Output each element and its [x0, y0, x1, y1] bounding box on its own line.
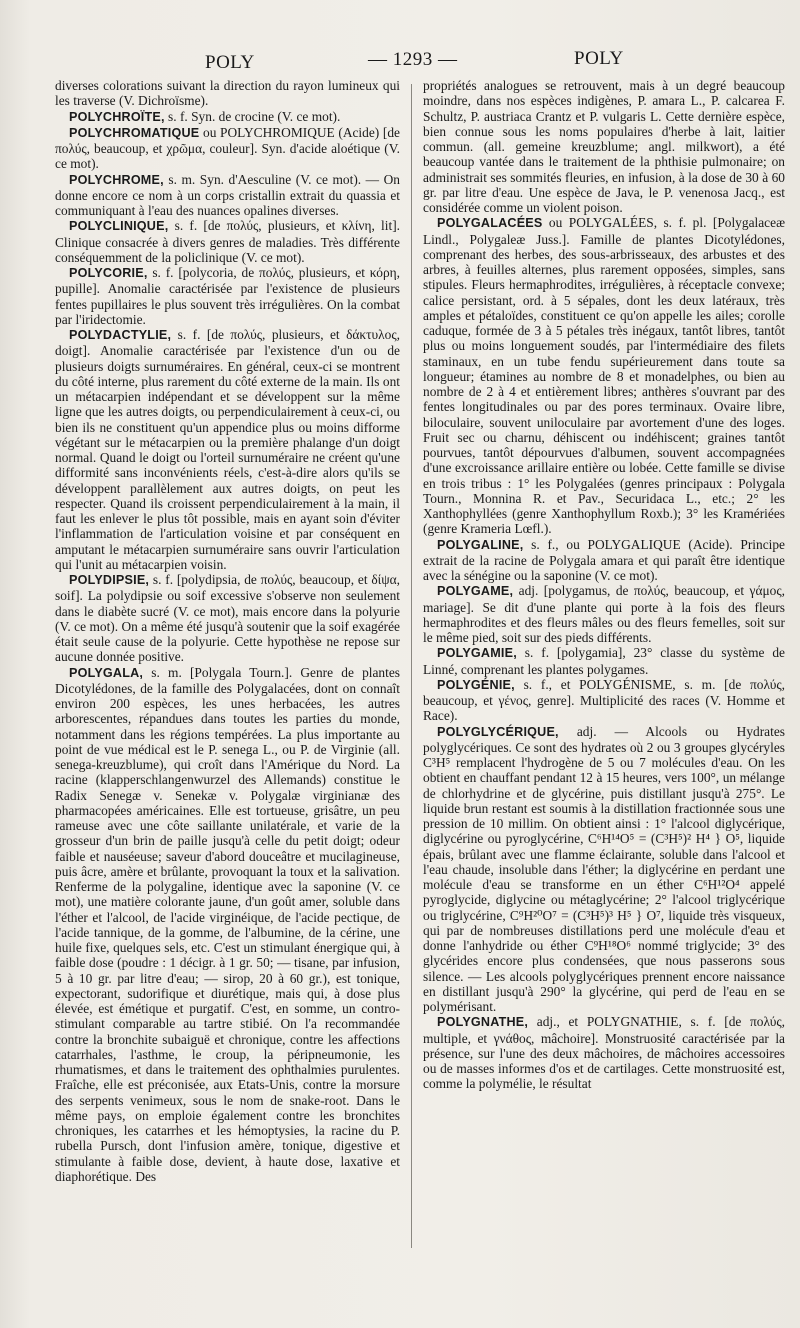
dictionary-entry [55, 572, 400, 665]
entry-text: adj. — Alcools ou Hydrates polyglycériques. Ce sont des hydrates où 2 ou 3 groupes glycéryles C³H⁵ remplacent l'hydrogène de 5 ou 7 molécules d'eau. On les obtient en chauffant pendant 12 à 15 heures, vers 100°, un mélange de chlorhydrine et de glycérine, puis distillant jusqu'à 275°. Le liquide brun restant est soumis à la distillation fractionnée sous une pression de 10 millim. On obtient ainsi : 1° l'alcool diglycérique, diglycérine ou pyroglycérine, C⁶H¹⁴O⁵ = (C³H⁵)² H⁴ } O⁵, liquide épais, brûlant avec une flamme éclairante, soluble dans l'alcool et l'eau chaude, insoluble dans l'éther; la diglycérine en perdant une molécule d'eau se transforme en un éther C⁶H¹²O⁴ appelé pyroglycide, diglycine ou métaglycérine; 2° l'alcool triglycérique ou triglycérine, C⁹H²⁰O⁷ = (C³H⁵)³ H⁵ } O⁷, liquide très visqueux, qui par de nombreuses distillations perd une molécule d'eau et donne l'anhydride ou éther C⁹H¹⁸O⁶ nommé triglycide; 3° des glycérides encore plus condensées, que nous passerons sous silence. — Les alcools polyglycériques prennent encore naissance en distillant jusqu'à 290° la glycérine, qui perd de l'eau en se polymérisant. [423, 723, 785, 1014]
entry-text: ou POLYCHROMIQUE (Acide) [de πολύς, beaucoup, et χρῶμα, couleur]. Syn. d'acide aloétique (V. ce mot). [55, 124, 400, 172]
running-head-right: POLY [574, 48, 624, 69]
entry-text: s. f. [de πολύς, plusieurs, et κλίνη, lit]. Clinique consacrée à divers genres de maladies. Très différente conséquemment de la policlinique (V. ce mot). [55, 218, 400, 265]
dictionary-entry [55, 78, 400, 109]
entry-text: adj., et POLYGNATHIE, s. f. [de πολύς, multiple, et γνάθος, mâchoire]. Monstruosité caractérisée par la présence, sur l'une des deux mâchoires, de mâchoires accessoires ou de masses informes d'os et de cartilages. Cette monstruosité est, comme la polymélie, le résultat [423, 1014, 785, 1092]
entry-text: ou POLYGALÉES, s. f. pl. [Polygalaceæ Lindl., Polygaleæ Juss.]. Famille de plantes Dicotylédones, comprenant des herbes, des sous-arbrisseaux, des arbustes et des arbres, à feuilles alternes, plus rarement opposées, simples, sans stipules. Fleurs hermaphrodites, irrégulières, à réceptacle convexe; calice persistant, ord. à 5 sépales, dont les deux latéraux, très amples et pétaloïdes, constituent ce qu'on appelle les ailes; corolle caduque, formée de 3 à 5 pétales très inégaux, tantôt libres, tantôt plus ou moins longuement soudés, par l'intermédiaire des filets staminaux, en un tube fendu supérieurement dans toute sa longueur; étamines au nombre de 8 et monadelphes, ou bien au nombre de 2 à 4 et entièrement libres; anthères s'ouvrant par des fentes longitudinales ou par des pores terminaux. Ovaire libre, biloculaire, souvent uniloculaire par avortement d'une des loges. Fruit sec ou charnu, déhiscent ou indéhiscent; graines tantôt pourvues, tantôt dépourvues d'albumen, souvent accompagnées d'une excroissance arillaire entière ou lobée. Cette famille se divise en trois tribus : 1° les Polygalées (genres principaux : Polygala Tourn., Monnina R. et Pav., Securidaca L., etc.; 2° les Xanthophyllées (genre Xanthophyllum Roxb.); 3° les Kramériées (genre Krameria Lœfl.). [423, 215, 785, 537]
dictionary-entry [423, 645, 785, 677]
entry-text: adj. [polygamus, de πολύς, beaucoup, et γάμος, mariage]. Se dit d'une plante qui porte à la fois des fleurs hermaphrodites et des fleurs mâles ou des fleurs femelles, soit sur le même pied, soit sur des pieds différents. [423, 583, 785, 645]
entry-text: s. m. [Polygala Tourn.]. Genre de plantes Dicotylédones, de la famille des Polygalacées, dont on connaît environ 200 espèces, les unes herbacées, les autres arborescentes, répandues dans toutes les parties du monde, notamment dans les régions tempérées. La plus importante au point de vue médical est le P. senega L., ou P. de Virginie (all. senega-kreuzblume), qui croît dans l'Amérique du Nord. La racine (klapperschlangenwurzel des Allemands) constitue le Radix Senegæ v. Senekæ v. Polygalæ virginianæ des pharmacopées américaines. Elle est tortueuse, grisâtre, un peu rameuse avec une côte saillante unilatérale, et varie de la grosseur d'un brin de paille jusqu'à celle du petit doigt; odeur faible et nauséeuse; saveur d'abord douceâtre et mucilagineuse, puis âcre, amère et brûlante, provoquant la toux et la salivation. Renferme de la polygaline, identique avec la saponine (V. ce mot), une matière colorante jaune, d'un goût amer, soluble dans l'éther et l'alcool, de l'acide virginéique, de l'acide pectique, de l'acide tannique, de la gomme, de l'albumine, de la cérine, une huile fixe, quelques sels, etc. C'est un stimulant énergique qui, à faible dose (poudre : 1 décigr. à 1 gr. 50; — tisane, par infusion, 5 à 10 gr. par litre d'eau; — sirop, 20 à 60 gr.), est tonique, expectorant, sudorifique et diurétique, mais qui, à dose plus élevée, est émétique et purgatif. C'est, en somme, un contro-stimulant comparable au tartre stibié. On l'a recommandée contre la bronchite subaiguë et chronique, contre les affections catarrhales, l'asthme, le croup, la péripneumonie, les rhumatismes, et dans le traitement des ophthalmies purulentes. Fraîche, elle est préconisée, aux Etats-Unis, contre la morsure des serpents venimeux, sous le nom de snake-root. Dans le même pays, on emploie également contre les bronchites chroniques, les catarrhes et les hémoptysies, la racine du P. rubella Pursch, dont l'infusion amère, tonique, digestive et stimulante à faible dose, devient, à haute dose, laxative et diaphorétique. Des [55, 664, 400, 1184]
left-column [55, 78, 400, 1184]
dictionary-entry [423, 1014, 785, 1091]
dictionary-entry [55, 125, 400, 172]
dictionary-entry [423, 215, 785, 536]
entry-headword: POLYGLYCÉRIQUE, [437, 724, 559, 739]
entry-headword: POLYCHROME, [69, 172, 164, 187]
entry-headword: POLYGALACÉES [437, 216, 543, 231]
entry-headword: POLYCORIE, [69, 266, 148, 280]
entry-text: diverses colorations suivant la direction du rayon lumineux qui les traverse (V. Dichroïsme). [55, 78, 400, 109]
dictionary-entry [55, 218, 400, 265]
entry-text: s. f. [de πολύς, plusieurs, et δάκτυλος, doigt]. Anomalie caractérisée par l'existence d'un ou de plusieurs doigts surnuméraires. En général, ceux-ci se montrent du côté interne, plus rarement du côté externe de la main. Ils ont un métacarpien indépendant et se développent sur la même ligne que les autres doigts, ou perpendiculairement à ceux-ci, ou bien ils ne constituent qu'un appendice plus ou moins difforme végétant sur le métacarpien ou la première phalange d'un doigt normal. Quand le doigt ou l'orteil surnuméraire ne créent qu'une difformité sans inconvénients réels, c'est-à-dire alors qu'ils se développent parallèlement aux autres doigts, on peut les respecter. Quand ils croissent perpendiculairement à la main, il faut les enlever le plus tôt possible, mais en ayant soin d'éviter l'inflammation de l'articulation voisine et par conséquent en amputant le métacarpien surnuméraire sans ouvrir l'articulation qui l'unit au métacarpien voisin. [55, 327, 400, 572]
entry-headword: POLYGÉNIE, [437, 677, 515, 692]
dictionary-entry [55, 665, 400, 1185]
entry-headword: POLYGNATHE, [437, 1015, 529, 1030]
entry-text: propriétés analogues se retrouvent, mais à un degré beaucoup moindre, dans nos espèces indigènes, P. amara L., P. calcarea F. Schultz, P. austriaca Crantz et P. vulgaris L. Cette dernière espèce, bien connue sous les noms populaires d'herbe à lait, laitier commun. (all. gemeine kreuzblume; angl. milkwort), a été beaucoup vantée dans le traitement de la phthisie pulmonaire; on administrait ses sommités fleuries, en infusion, à la dose de 30 à 60 gr. par litre d'eau. Une espèce de Java, le P. venenosa Jacq., est considérée comme un violent poison. [423, 78, 785, 215]
column-divider [411, 84, 412, 1248]
dictionary-entry [55, 327, 400, 572]
dictionary-entry [55, 265, 400, 327]
page-number: — 1293 — [368, 49, 458, 70]
page-header [0, 48, 800, 78]
dictionary-entry [423, 677, 785, 724]
entry-headword: POLYGALA, [69, 665, 144, 680]
entry-text: s. f., ou POLYGALIQUE (Acide). Principe extrait de la racine de Polygala amara et qui paraît être identique avec la sénégine ou la saponine (V. ce mot). [423, 536, 785, 583]
dictionary-entry [55, 172, 400, 219]
right-column [423, 78, 785, 1092]
dictionary-entry [423, 724, 785, 1015]
entry-text: s. f., et POLYGÉNISME, s. m. [de πολύς, beaucoup, et γένος, genre]. Multiplicité des races (V. Homme et Race). [423, 676, 785, 724]
entry-headword: POLYCHROÏTE, [69, 109, 165, 124]
entry-text: s. f. [polydipsia, de πολύς, beaucoup, et δίψα, soif]. La polydipsie ou soif excessive s'observe non seulement dans le diabète sucré (V. ce mot), mais encore dans la polyurie (V. ce mot). On a même été jusqu'à soutenir que la soif exagérée était seule cause de la polyurie. Cette hypothèse ne repose sur aucune donnée positive. [55, 572, 400, 665]
dictionary-entry [423, 583, 785, 645]
entry-headword: POLYCLINIQUE, [69, 219, 169, 234]
dictionary-entry [423, 78, 785, 215]
entry-headword: POLYGALINE, [437, 537, 524, 552]
entry-text: s. f. [polygamia], 23° classe du système de Linné, comprenant les plantes polygames. [423, 645, 785, 677]
dictionary-entry [423, 537, 785, 584]
entry-headword: POLYCHROMATIQUE [69, 125, 200, 140]
entry-headword: POLYDIPSIE, [69, 573, 150, 587]
dictionary-entry [55, 109, 400, 125]
entry-text: s. f. Syn. de crocine (V. ce mot). [164, 108, 341, 124]
entry-text: s. m. Syn. d'Aesculine (V. ce mot). — On donne encore ce nom à un corps cristallin extrait du quassia et communiquant à l'eau des nuances opalines diverses. [55, 171, 400, 218]
entry-text: s. f. [polycoria, de πολύς, plusieurs, et κόρη, pupille]. Anomalie caractérisée par l'existence de plusieurs fentes pupillaires le plus souvent très irrégulières. On la combat par l'iridectomie. [55, 265, 400, 327]
entry-headword: POLYGAME, [437, 584, 514, 599]
running-head-left: POLY [205, 52, 255, 73]
entry-headword: POLYDACTYLIE, [69, 328, 172, 342]
entry-headword: POLYGAMIE, [437, 646, 517, 661]
